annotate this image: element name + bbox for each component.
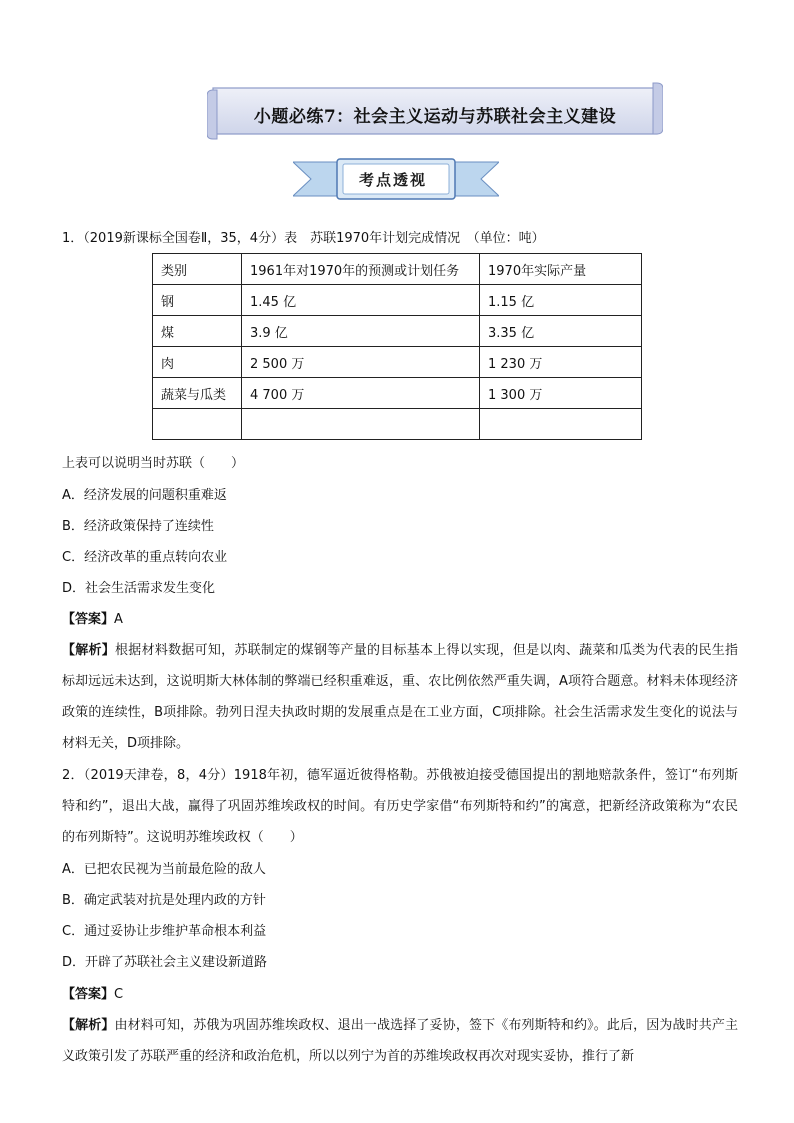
table-cell: 2 500 万: [242, 347, 480, 378]
table-row: [153, 285, 642, 316]
q2-option-b: B．确定武装对抗是处理内政的方针: [62, 893, 266, 908]
q1-question: 上表可以说明当时苏联（ ）: [62, 456, 245, 471]
analysis-label: 【解析】: [62, 1018, 115, 1033]
table-row: [153, 409, 642, 440]
table-cell: 4 700 万: [242, 378, 480, 409]
table-cell: 1 300 万: [480, 378, 642, 409]
table-cell: 钢: [153, 285, 242, 316]
table-row: [153, 378, 642, 409]
table-header-row: [153, 254, 642, 285]
q1-option-b: B．经济政策保持了连续性: [62, 519, 214, 534]
table-row: [153, 316, 642, 347]
table-cell: [153, 409, 242, 440]
answer-value: A: [114, 612, 123, 627]
table-cell: [480, 409, 642, 440]
analysis-text: 由材料可知，苏俄为巩固苏维埃政权、退出一战选择了妥协，签下《布列斯特和约》。此后，因为战时共产主义政策引发了苏联严重的经济和政治危机，所以以列宁为首的苏维埃政权再次对现实妥协，推行了新: [62, 1018, 738, 1064]
table-cell: 肉: [153, 347, 242, 378]
table-cell: [242, 409, 480, 440]
q2-option-d: D．开辟了苏联社会主义建设新道路: [62, 955, 268, 970]
q2-option-a: A．已把农民视为当前最危险的敌人: [62, 862, 266, 877]
q1-analysis: [62, 635, 738, 759]
answer-label: 【答案】: [62, 987, 115, 1002]
q2-answer: [62, 986, 123, 1004]
table-cell: 1 230 万: [480, 347, 642, 378]
q1-answer: [62, 611, 123, 629]
q1-option-c: C．经济改革的重点转向农业: [62, 550, 228, 565]
table-cell: 3.35 亿: [480, 316, 642, 347]
q1-option-a: A．经济发展的问题积重难返: [62, 488, 227, 503]
table-header-cell: 1961年对1970年的预测或计划任务: [242, 254, 480, 285]
table-cell: 煤: [153, 316, 242, 347]
production-table: [152, 253, 642, 440]
badge-label: 考点透视: [358, 170, 427, 189]
analysis-label: 【解析】: [62, 643, 116, 658]
analysis-text: 根据材料数据可知，苏联制定的煤钢等产量的目标基本上得以实现，但是以肉、蔬菜和瓜类为代表的民生指标却远远未达到，这说明斯大林体制的弊端已经积重难返，重、农比例依然严重失调，A项符合题意。材料未体现经济政策的连续性，B项排除。勃列日涅夫执政时期的发展重点是在工业方面，C项排除。社会生活需求发生变化的说法与材料无关，D项排除。: [62, 643, 738, 751]
answer-label: 【答案】: [62, 612, 115, 627]
table-cell: 蔬菜与瓜类: [153, 378, 242, 409]
answer-value: C: [114, 987, 124, 1002]
table-row: [153, 347, 642, 378]
q1-option-d: D．社会生活需求发生变化: [62, 581, 216, 596]
table-header-cell: 1970年实际产量: [480, 254, 642, 285]
table-cell: 1.15 亿: [480, 285, 642, 316]
table-cell: 3.9 亿: [242, 316, 480, 347]
page-title: 小题必练7：社会主义运动与苏联社会主义建设: [253, 106, 617, 127]
table-header-cell: 类别: [153, 254, 242, 285]
table-cell: 1.45 亿: [242, 285, 480, 316]
q2-analysis: [62, 1010, 738, 1072]
q1-stem: 1．（2019新课标全国卷Ⅱ，35，4分）表 苏联1970年计划完成情况 （单位：吨）: [62, 231, 545, 246]
q2-stem: 2．（2019天津卷，8，4分）1918年初，德军逼近彼得格勒。苏俄被迫接受德国提出的割地赔款条件，签订“布列斯特和约”，退出大战，赢得了巩固苏维埃政权的时间。有历史学家借“布列斯特和约”的寓意，把新经济政策称为“农民的布列斯特”。这说明苏维埃政权（ ）: [62, 768, 738, 845]
q2-option-c: C．通过妥协让步维护革命根本利益: [62, 924, 267, 939]
